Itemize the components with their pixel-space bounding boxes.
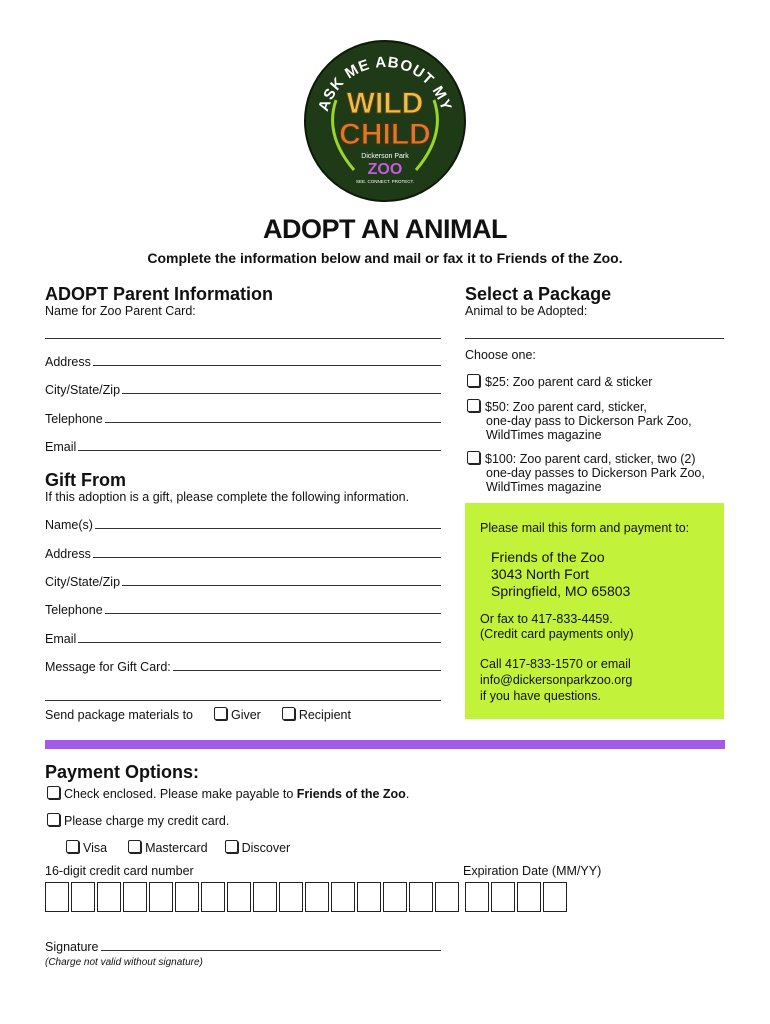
svg-text:Dickerson Park: Dickerson Park	[361, 153, 409, 160]
package-option-50[interactable]: $50: Zoo parent card, sticker, one-day pass to Dickerson Park Zoo, WildTimes magazine	[467, 399, 692, 442]
wild-child-logo	[304, 40, 466, 202]
signature-note: (Charge not valid without signature)	[45, 957, 203, 968]
mail-intro: Please mail this form and payment to:	[480, 521, 690, 535]
choose-one-label: Choose one:	[465, 348, 536, 362]
gift-names-field[interactable]: Name(s)	[45, 518, 441, 532]
animal-label: Animal to be Adopted:	[465, 304, 588, 318]
call-line-3: if you have questions.	[480, 689, 601, 703]
visa-checkbox[interactable]	[66, 840, 79, 853]
parent-name-label: Name for Zoo Parent Card:	[45, 304, 196, 318]
card-number-input[interactable]	[45, 882, 461, 912]
section-divider	[45, 740, 725, 749]
svg-text:WILD: WILD	[346, 87, 424, 120]
send-materials-row: Send package materials to Giver Recipient	[45, 708, 351, 722]
checkbox[interactable]	[47, 813, 60, 826]
check-option[interactable]: Check enclosed. Please make payable to Friends of the Zoo.	[47, 786, 409, 801]
call-line-1: Call 417-833-1570 or email	[480, 657, 631, 671]
svg-text:ASK ME ABOUT MY: ASK ME ABOUT MY	[315, 53, 455, 114]
parent-email-field[interactable]: Email	[45, 440, 441, 454]
giver-checkbox[interactable]	[214, 707, 227, 720]
page-title: ADOPT AN ANIMAL	[263, 214, 507, 244]
package-option-100[interactable]: $100: Zoo parent card, sticker, two (2) one-day passes to Dickerson Park Zoo, WildTimes magazine	[467, 451, 705, 494]
gift-heading: Gift From	[45, 470, 126, 490]
checkbox[interactable]	[467, 374, 480, 387]
card-type-row: Visa Mastercard Discover	[66, 840, 290, 855]
fax-line-2: (Credit card payments only)	[480, 627, 634, 641]
mastercard-checkbox[interactable]	[128, 840, 141, 853]
animal-field[interactable]	[465, 338, 724, 339]
checkbox[interactable]	[467, 399, 480, 412]
discover-checkbox[interactable]	[225, 840, 238, 853]
gift-message-field[interactable]: Message for Gift Card:	[45, 660, 441, 674]
mail-street: 3043 North Fort	[491, 566, 590, 582]
gift-message-line-2[interactable]	[45, 700, 441, 701]
mail-info-box	[465, 503, 724, 719]
page-subtitle: Complete the information below and mail or fax it to Friends of the Zoo.	[147, 250, 623, 266]
gift-email-field[interactable]: Email	[45, 632, 441, 646]
payment-heading: Payment Options:	[45, 762, 200, 782]
expiration-input[interactable]	[465, 882, 569, 912]
call-line-2[interactable]: info@dickersonparkzoo.org	[480, 673, 633, 687]
expiration-label: Expiration Date (MM/YY)	[463, 864, 602, 878]
signature-field[interactable]: Signature	[45, 940, 441, 954]
parent-city-field[interactable]: City/State/Zip	[45, 383, 441, 397]
card-number-label: 16-digit credit card number	[45, 864, 194, 878]
package-heading: Select a Package	[465, 284, 612, 304]
checkbox[interactable]	[467, 451, 480, 464]
credit-card-option[interactable]: Please charge my credit card.	[47, 813, 229, 828]
checkbox[interactable]	[47, 786, 60, 799]
svg-text:SEE. CONNECT. PROTECT.: SEE. CONNECT. PROTECT.	[355, 179, 415, 184]
parent-name-field[interactable]	[45, 338, 441, 339]
package-option-25[interactable]: $25: Zoo parent card & sticker	[467, 374, 652, 389]
mail-city: Springfield, MO 65803	[491, 583, 631, 599]
gift-intro: If this adoption is a gift, please complete the following information.	[45, 490, 410, 504]
recipient-checkbox[interactable]	[282, 707, 295, 720]
gift-address-field[interactable]: Address	[45, 547, 441, 561]
parent-info-heading: ADOPT Parent Information	[45, 284, 274, 304]
parent-address-field[interactable]: Address	[45, 355, 441, 369]
mail-org: Friends of the Zoo	[491, 549, 605, 565]
parent-telephone-field[interactable]: Telephone	[45, 412, 441, 426]
fax-line-1: Or fax to 417-833-4459.	[480, 612, 613, 626]
svg-text:CHILD: CHILD	[339, 118, 431, 151]
gift-city-field[interactable]: City/State/Zip	[45, 575, 441, 589]
svg-text:ZOO: ZOO	[367, 161, 403, 178]
gift-telephone-field[interactable]: Telephone	[45, 603, 441, 617]
